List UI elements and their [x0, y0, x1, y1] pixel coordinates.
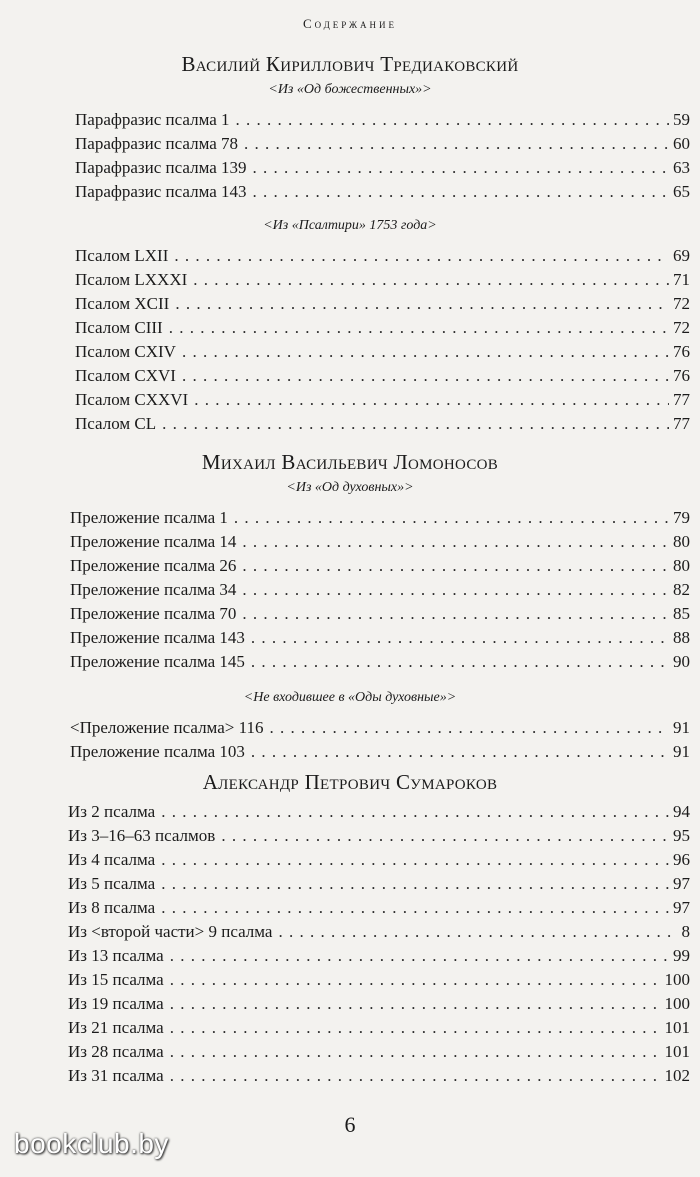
- toc-entry-page: 85: [673, 604, 690, 623]
- toc-entry-page: 80: [673, 556, 690, 575]
- toc-entry: [75, 180, 690, 204]
- dot-leader: [253, 156, 669, 180]
- dot-leader: [161, 872, 669, 896]
- toc-entry-page: 77: [673, 390, 690, 409]
- toc-entry-title: Из 5 псалма: [68, 874, 156, 893]
- dot-leader: [161, 800, 669, 824]
- toc-entry: [68, 848, 690, 872]
- toc-entry: [75, 412, 690, 436]
- toc-entry-title: Из 15 псалма: [68, 970, 164, 989]
- toc-entry-page: 100: [664, 994, 690, 1013]
- toc-entry-page: 96: [673, 850, 690, 869]
- toc-entry-page: 88: [673, 628, 690, 647]
- toc-entry-title: Преложение псалма 14: [70, 532, 237, 551]
- toc-entry-page: 94: [673, 802, 690, 821]
- toc-entry-title: Преложение псалма 103: [70, 742, 245, 761]
- watermark-logo: bookclub.by: [14, 1128, 169, 1159]
- toc-entry: [70, 506, 690, 530]
- dot-leader: [251, 650, 669, 674]
- toc-entry-title: Преложение псалма 70: [70, 604, 237, 623]
- toc-entry: [75, 364, 690, 388]
- toc-entry: [75, 132, 690, 156]
- toc-entry-title: Из <второй части> 9 псалма: [68, 922, 273, 941]
- toc-entry-title: Псалом CXIV: [75, 342, 176, 361]
- toc-entry: [70, 578, 690, 602]
- toc-entry: [68, 920, 690, 944]
- toc-entry-page: 65: [673, 182, 690, 201]
- toc-entry-title: Псалом CIII: [75, 318, 163, 337]
- toc-entry-title: Из 19 псалма: [68, 994, 164, 1013]
- dot-leader: [251, 740, 669, 764]
- toc-entry-page: 95: [673, 826, 690, 845]
- section-subhead: <Не входившее в «Оды духовные»>: [243, 690, 457, 705]
- toc-entry-page: 59: [673, 110, 690, 129]
- toc-entry: [68, 968, 690, 992]
- toc-entry-title: <Преложение псалма> 116: [70, 718, 264, 737]
- toc-entry: [70, 716, 690, 740]
- toc-entry-title: Парафразис псалма 143: [75, 182, 247, 201]
- dot-leader: [242, 602, 669, 626]
- author-heading: Василий Кириллович Тредиаковский: [181, 52, 519, 76]
- toc-entry: [70, 554, 690, 578]
- dot-leader: [251, 626, 669, 650]
- toc-entry-title: Преложение псалма 145: [70, 652, 245, 671]
- toc-entry-page: 72: [673, 294, 690, 313]
- author-heading: Александр Петрович Сумароков: [202, 770, 498, 794]
- dot-leader: [236, 108, 669, 132]
- dot-leader: [242, 554, 669, 578]
- toc-entry: [75, 388, 690, 412]
- toc-entry-title: Из 28 псалма: [68, 1042, 164, 1061]
- toc-entry: [68, 896, 690, 920]
- toc-entry: [70, 602, 690, 626]
- author-heading: Михаил Васильевич Ломоносов: [201, 450, 499, 474]
- toc-entry-title: Псалом CXXVI: [75, 390, 189, 409]
- toc-entry-title: Псалом CXVI: [75, 366, 176, 385]
- dot-leader: [234, 506, 669, 530]
- dot-leader: [194, 388, 669, 412]
- toc-entry-page: 63: [673, 158, 690, 177]
- dot-leader: [253, 180, 669, 204]
- toc-entry-title: Из 4 псалма: [68, 850, 156, 869]
- dot-leader: [174, 244, 669, 268]
- dot-leader: [161, 896, 669, 920]
- toc-entry: [75, 108, 690, 132]
- toc-entry-page: 8: [681, 922, 690, 941]
- toc-entry-page: 82: [673, 580, 690, 599]
- toc-entry: [68, 992, 690, 1016]
- toc-entry-page: 80: [673, 532, 690, 551]
- toc-entry: [68, 1064, 690, 1088]
- toc-entry-page: 76: [673, 342, 690, 361]
- toc-entry-page: 101: [664, 1042, 690, 1061]
- toc-entry: [68, 800, 690, 824]
- toc-entry-title: Псалом LXXXI: [75, 270, 188, 289]
- toc-entry-title: Из 3–16–63 псалмов: [68, 826, 216, 845]
- toc-entry-title: Преложение псалма 1: [70, 508, 228, 527]
- toc-entry-page: 69: [673, 246, 690, 265]
- toc-entry: [70, 650, 690, 674]
- toc-entry: [75, 292, 690, 316]
- toc-entry: [68, 1040, 690, 1064]
- toc-entry-page: 71: [673, 270, 690, 289]
- dot-leader: [169, 316, 669, 340]
- dot-leader: [278, 920, 677, 944]
- toc-entry: [68, 872, 690, 896]
- toc-entry: [68, 824, 690, 848]
- section-subhead: <Из «Од духовных»>: [286, 480, 414, 495]
- toc-entry-title: Из 2 псалма: [68, 802, 156, 821]
- toc-entry-page: 97: [673, 874, 690, 893]
- toc-entry-title: Парафразис псалма 139: [75, 158, 247, 177]
- toc-entry-page: 90: [673, 652, 690, 671]
- toc-entry-page: 99: [673, 946, 690, 965]
- dot-leader: [170, 992, 661, 1016]
- toc-entry-title: Из 21 псалма: [68, 1018, 164, 1037]
- toc-entry: [70, 740, 690, 764]
- toc-entry-title: Парафразис псалма 1: [75, 110, 230, 129]
- toc-entry: [75, 340, 690, 364]
- toc-entry-page: 91: [673, 742, 690, 761]
- toc-entry: [75, 244, 690, 268]
- toc-entry-title: Псалом LXII: [75, 246, 169, 265]
- dot-leader: [182, 340, 669, 364]
- dot-leader: [170, 944, 669, 968]
- toc-entry-title: Преложение псалма 34: [70, 580, 237, 599]
- toc-entry-page: 76: [673, 366, 690, 385]
- dot-leader: [170, 1040, 661, 1064]
- page-number: 6: [344, 1112, 356, 1137]
- toc-entry-title: Из 13 псалма: [68, 946, 164, 965]
- dot-leader: [242, 578, 669, 602]
- toc-entry-page: 91: [673, 718, 690, 737]
- toc-entry-page: 79: [673, 508, 690, 527]
- toc-entry-title: Преложение псалма 26: [70, 556, 237, 575]
- toc-entry: [70, 626, 690, 650]
- dot-leader: [242, 530, 669, 554]
- dot-leader: [193, 268, 669, 292]
- toc-entry-page: 60: [673, 134, 690, 153]
- toc-entry-title: Псалом XCII: [75, 294, 170, 313]
- dot-leader: [182, 364, 669, 388]
- dot-leader: [170, 1064, 661, 1088]
- toc-entry-page: 102: [664, 1066, 690, 1085]
- toc-entry-page: 101: [664, 1018, 690, 1037]
- toc-entry-title: Из 31 псалма: [68, 1066, 164, 1085]
- toc-entry-page: 100: [664, 970, 690, 989]
- section-subhead: <Из «Од божественных»>: [268, 82, 432, 97]
- dot-leader: [161, 848, 669, 872]
- dot-leader: [162, 412, 669, 436]
- dot-leader: [170, 1016, 661, 1040]
- dot-leader: [175, 292, 669, 316]
- dot-leader: [269, 716, 669, 740]
- toc-entry-page: 97: [673, 898, 690, 917]
- toc-entry: [68, 944, 690, 968]
- toc-entry-title: Преложение псалма 143: [70, 628, 245, 647]
- toc-entry: [68, 1016, 690, 1040]
- toc-entry: [75, 268, 690, 292]
- toc-entry: [75, 156, 690, 180]
- dot-leader: [244, 132, 669, 156]
- toc-entry: [75, 316, 690, 340]
- toc-entry-title: Псалом CL: [75, 414, 157, 433]
- toc-entry-title: Парафразис псалма 78: [75, 134, 239, 153]
- dot-leader: [170, 968, 661, 992]
- toc-entry-title: Из 8 псалма: [68, 898, 156, 917]
- running-head: Содержание: [302, 16, 398, 31]
- toc-entry-page: 77: [673, 414, 690, 433]
- toc-entry: [70, 530, 690, 554]
- section-subhead: <Из «Псалтири» 1753 года>: [263, 218, 437, 233]
- dot-leader: [221, 824, 669, 848]
- toc-entry-page: 72: [673, 318, 690, 337]
